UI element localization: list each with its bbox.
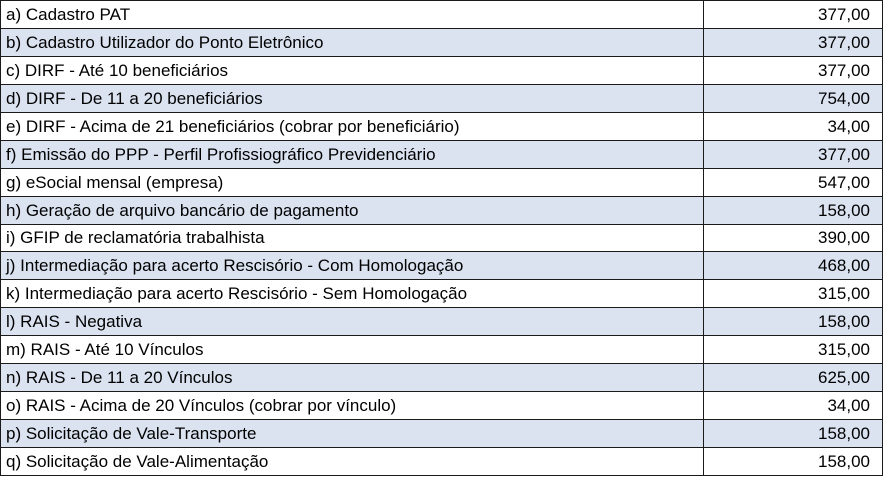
service-description: f) Emissão do PPP - Perfil Profissiográfico Previdenciário	[1, 140, 704, 168]
service-price: 468,00	[704, 252, 883, 280]
service-description: m) RAIS - Até 10 Vínculos	[1, 336, 704, 364]
service-price: 315,00	[704, 280, 883, 308]
table-row	[1, 448, 883, 476]
service-description: o) RAIS - Acima de 20 Vínculos (cobrar por vínculo)	[1, 392, 704, 420]
service-description: c) DIRF - Até 10 beneficiários	[1, 56, 704, 84]
service-price: 158,00	[704, 420, 883, 448]
service-description: e) DIRF - Acima de 21 beneficiários (cobrar por beneficiário)	[1, 112, 704, 140]
table-row	[1, 280, 883, 308]
service-description: q) Solicitação de Vale-Alimentação	[1, 448, 704, 476]
table-row	[1, 112, 883, 140]
table-row	[1, 168, 883, 196]
service-price: 34,00	[704, 392, 883, 420]
table-row	[1, 1, 883, 29]
table-row	[1, 196, 883, 224]
service-description: d) DIRF - De 11 a 20 beneficiários	[1, 84, 704, 112]
service-price: 754,00	[704, 84, 883, 112]
service-price: 34,00	[704, 112, 883, 140]
service-description: h) Geração de arquivo bancário de pagamento	[1, 196, 704, 224]
table-row	[1, 392, 883, 420]
table-row	[1, 28, 883, 56]
service-price: 390,00	[704, 224, 883, 252]
service-price: 547,00	[704, 168, 883, 196]
service-price: 158,00	[704, 196, 883, 224]
service-description: i) GFIP de reclamatória trabalhista	[1, 224, 704, 252]
table-row	[1, 336, 883, 364]
table-row	[1, 420, 883, 448]
table-row	[1, 140, 883, 168]
service-description: n) RAIS - De 11 a 20 Vínculos	[1, 364, 704, 392]
table-row	[1, 308, 883, 336]
service-price: 158,00	[704, 308, 883, 336]
service-price: 315,00	[704, 336, 883, 364]
service-description: j) Intermediação para acerto Rescisório - Com Homologação	[1, 252, 704, 280]
service-price: 377,00	[704, 28, 883, 56]
service-price: 377,00	[704, 56, 883, 84]
service-description: k) Intermediação para acerto Rescisório - Sem Homologação	[1, 280, 704, 308]
service-description: l) RAIS - Negativa	[1, 308, 704, 336]
service-price: 158,00	[704, 448, 883, 476]
table-row	[1, 224, 883, 252]
service-description: p) Solicitação de Vale-Transporte	[1, 420, 704, 448]
service-description: b) Cadastro Utilizador do Ponto Eletrônico	[1, 28, 704, 56]
table-row	[1, 364, 883, 392]
table-row	[1, 56, 883, 84]
service-description: a) Cadastro PAT	[1, 1, 704, 29]
table-row	[1, 84, 883, 112]
service-price: 625,00	[704, 364, 883, 392]
service-price: 377,00	[704, 140, 883, 168]
table-row	[1, 252, 883, 280]
service-description: g) eSocial mensal (empresa)	[1, 168, 704, 196]
service-price: 377,00	[704, 1, 883, 29]
